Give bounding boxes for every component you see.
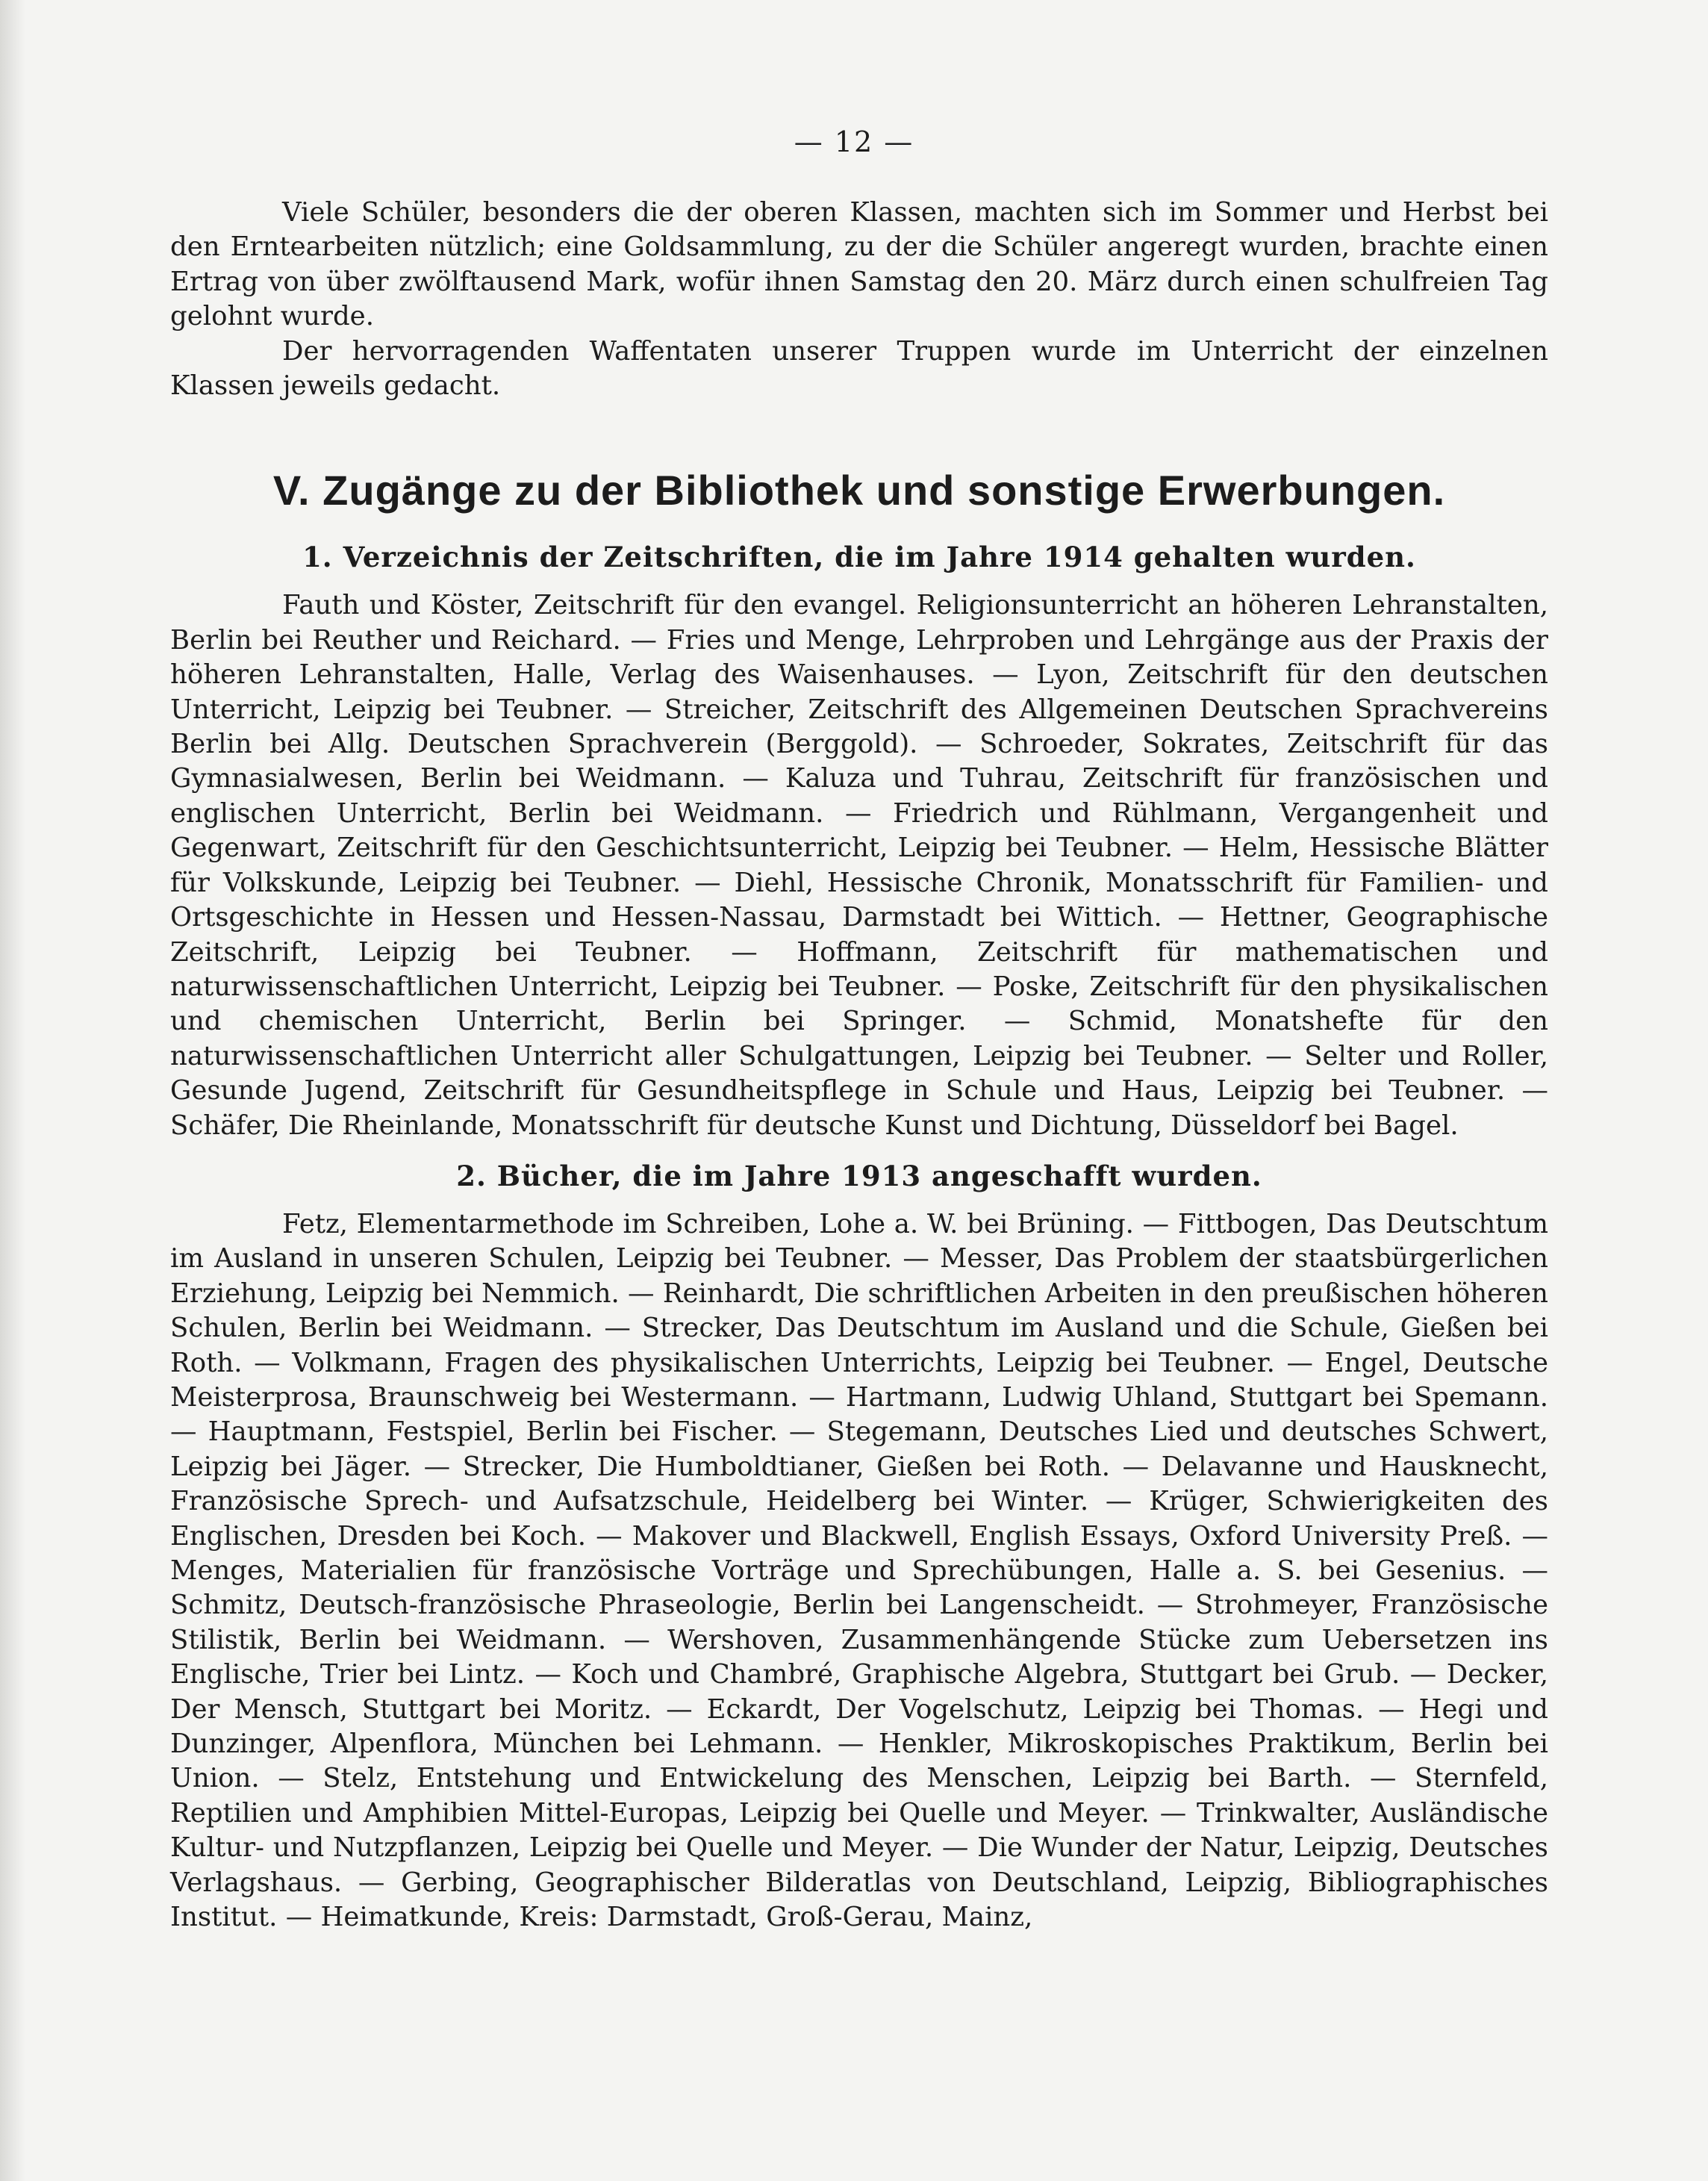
subsection-2-heading: 2. Bücher, die im Jahre 1913 angeschafft wurden. <box>456 1159 1262 1192</box>
subsection-2-text: Fetz, Elementarmethode im Schreiben, Lohe a. W. bei Brüning. — Fittbogen, Das Deutschtum im Ausland in unseren Schulen, Leipzig bei Teubner. — Messer, Das Problem der staatsbürgerlichen Erziehung, Leipzig bei Nemmich. — Reinhardt, Die schriftlichen Arbeiten in den preußischen höheren Schulen, Berlin bei Weidmann. — Strecker, Das Deutschtum im Ausland und die Schule, Gießen bei Roth. — Volkmann, Fragen des physikalischen Unterrichts, Leipzig bei Teubner. — Engel, Deutsche Meisterprosa, Braunschweig bei Westermann. — Hartmann, Ludwig Uhland, Stuttgart bei Spemann. — Hauptmann, Festspiel, Berlin bei Fischer. — Stegemann, Deutsches Lied und deutsches Schwert, Leipzig bei Jäger. — Strecker, Die Humboldtianer, Gießen bei Roth. — Delavanne und Hausknecht, Französische Sprech- und Aufsatzschule, Heidelberg bei Winter. — Krüger, Schwierigkeiten des Englischen, Dresden bei Koch. — Makover und Blackwell, English Essays, Oxford University Preß. — Menges, Materialien für französische Vorträge und Sprechübungen, Halle a. S. bei Gesenius. — Schmitz, Deutsch-französische Phraseologie, Berlin bei Langenscheidt. — Strohmeyer, Französische Stilistik, Berlin bei Weidmann. — Wershoven, Zusammenhängende Stücke zum Uebersetzen ins Englische, Trier bei Lintz. — Koch und Chambré, Graphische Algebra, Stuttgart bei Grub. — Decker, Der Mensch, Stuttgart bei Moritz. — Eckardt, Der Vogelschutz, Leipzig bei Thomas. — Hegi und Dunzinger, Alpenflora, München bei Lehmann. — Henkler, Mikroskopisches Praktikum, Berlin bei Union. — Stelz, Entstehung und Entwickelung des Menschen, Leipzig bei Barth. — Sternfeld, Reptilien und Amphibien Mittel-Europas, Leipzig bei Quelle und Meyer. — Trinkwalter, Ausländische Kultur- und Nutzpflanzen, Leipzig bei Quelle und Meyer. — Die Wunder der Natur, Leipzig, Deutsches Verlagshaus. — Gerbing, Geographischer Bilderatlas von Deutschland, Leipzig, Bibliographisches Institut. — Heimatkunde, Kreis: Darmstadt, Groß-Gerau, Mainz, <box>170 1208 1548 1933</box>
section-heading: V. Zugänge zu der Bibliothek und sonstige Erwerbungen. <box>272 467 1446 514</box>
page-number: — 12 — <box>794 125 914 158</box>
intro-paragraph-2: Der hervorragenden Waffentaten unserer Truppen wurde im Unterricht der einzelnen Klassen jeweils gedacht. <box>170 335 1548 402</box>
subsection-1-text: Fauth und Köster, Zeitschrift für den evangel. Religionsunterricht an höheren Lehranstalten, Berlin bei Reuther und Reichard. — Fries und Menge, Lehrproben und Lehrgänge aus der Praxis der höheren Lehranstalten, Halle, Verlag des Waisenhauses. — Lyon, Zeitschrift für den deutschen Unterricht, Leipzig bei Teubner. — Streicher, Zeitschrift des Allgemeinen Deutschen Sprachvereins Berlin bei Allg. Deutschen Sprachverein (Berggold). — Schroeder, Sokrates, Zeitschrift für das Gymnasialwesen, Berlin bei Weidmann. — Kaluza und Tuhrau, Zeitschrift für französischen und englischen Unterricht, Berlin bei Weidmann. — Friedrich und Rühlmann, Vergangenheit und Gegenwart, Zeitschrift für den Geschichtsunterricht, Leipzig bei Teubner. — Helm, Hessische Blätter für Volkskunde, Leipzig bei Teubner. — Diehl, Hessische Chronik, Monatsschrift für Familien- und Ortsgeschichte in Hessen und Hessen-Nassau, Darmstadt bei Wittich. — Hettner, Geographische Zeitschrift, Leipzig bei Teubner. — Hoffmann, Zeitschrift für mathematischen und naturwissenschaftlichen Unterricht, Leipzig bei Teubner. — Poske, Zeitschrift für den physikalischen und chemischen Unterricht, Berlin bei Springer. — Schmid, Monatshefte für den naturwissenschaftlichen Unterricht aller Schulgattungen, Leipzig bei Teubner. — Selter und Roller, Gesunde Jugend, Zeitschrift für Gesundheitspflege in Schule und Haus, Leipzig bei Teubner. — Schäfer, Die Rheinlande, Monatsschrift für deutsche Kunst und Dichtung, Düsseldorf bei Bagel. <box>170 590 1548 1141</box>
intro-paragraph-1: Viele Schüler, besonders die der oberen Klassen, machten sich im Sommer und Herbst bei den Erntearbeiten nützlich; eine Goldsammlung, zu der die Schüler angeregt wurden, brachte einen Ertrag von über zwölftausend Mark, wofür ihnen Samstag den 20. März durch einen schulfreien Tag gelohnt wurde. <box>170 197 1548 332</box>
scan-edge-shadow <box>0 0 25 2181</box>
subsection-1-heading: 1. Verzeichnis der Zeitschriften, die im Jahre 1914 gehalten wurden. <box>302 541 1416 574</box>
page-body <box>170 196 1548 1935</box>
